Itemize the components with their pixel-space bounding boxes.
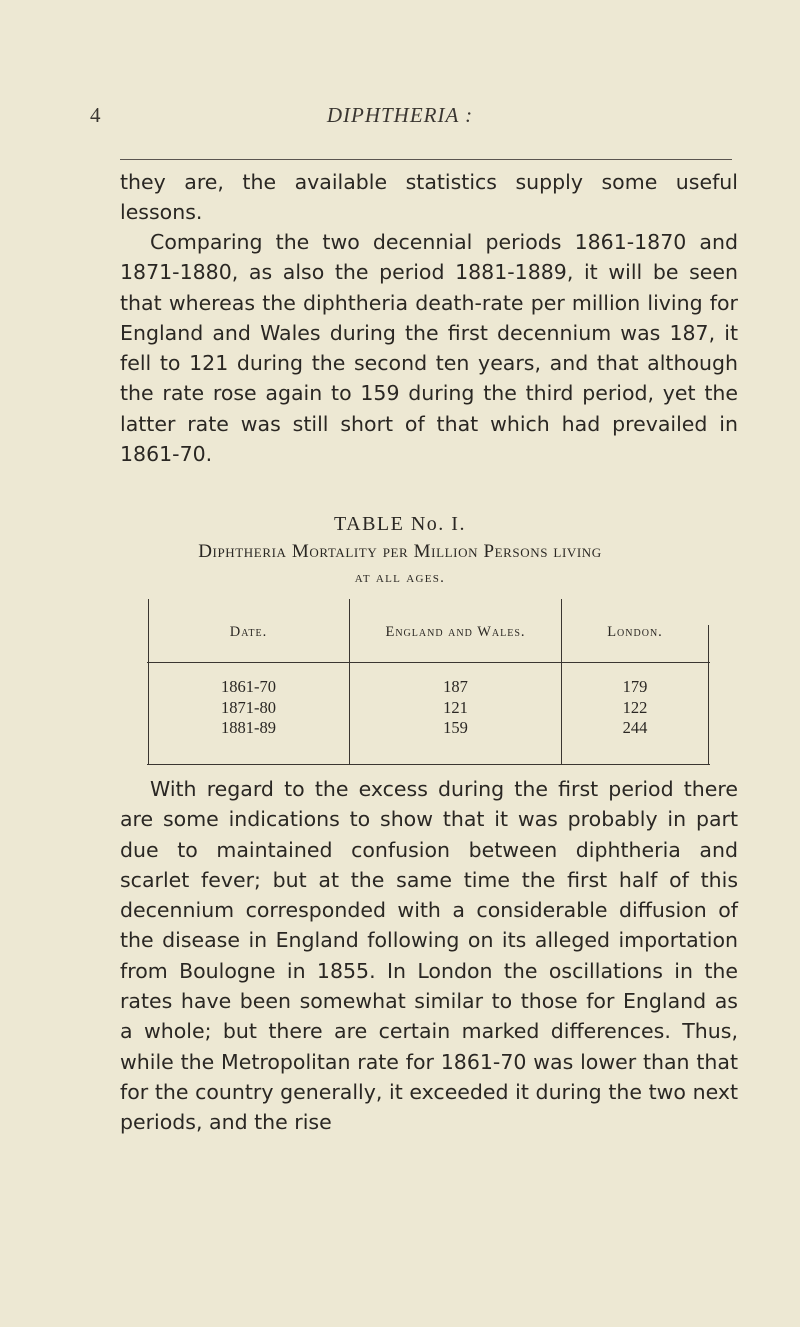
mortality-table	[147, 599, 710, 765]
table-cell: 159	[443, 718, 468, 737]
table-cell: 121	[443, 697, 468, 717]
table-cell: 244	[622, 718, 648, 737]
column-header-london: London.	[607, 624, 663, 640]
running-title: DIPHTHERIA :	[326, 103, 474, 127]
table-bottom-rule	[147, 764, 710, 765]
paragraph-continued	[120, 167, 738, 228]
header-rule	[120, 159, 732, 160]
table-cell: 1861-70	[221, 677, 276, 696]
table-caption: Diphtheria Mortality per Million Persons living	[198, 541, 602, 562]
london-column	[562, 677, 708, 739]
date-column	[148, 677, 349, 739]
paragraph-comparison	[120, 227, 738, 469]
table-cell: 187	[443, 677, 468, 696]
table-cell: 179	[622, 677, 648, 696]
paragraph-text: Comparing the two decennial periods 1861-1870 and 1871-1880, as also the period 1881-1889, it will be seen that whereas the diphtheria death-rate per million living for England and Wales during the first decennium was 187, it fell to 121 during the second ten years, and that although the rate rose again to 159 during the third period, yet the latter rate was still short of that which had prevailed in 1861-70.	[120, 230, 738, 467]
table-right-border	[708, 625, 709, 765]
page-number: 4	[90, 103, 101, 127]
paragraph-text: they are, the available statistics supply some useful lessons.	[120, 170, 738, 225]
paragraph-excess	[120, 774, 738, 1138]
table-header-rule	[147, 662, 710, 663]
table-cell: 1881-89	[221, 718, 276, 737]
column-header-england-and-wales: England and Wales.	[385, 624, 526, 640]
column-header-date: Date.	[229, 624, 268, 640]
table-title: TABLE No. I.	[334, 513, 466, 535]
table-caption-continued: at all ages.	[354, 570, 446, 586]
table-cell: 1871-80	[221, 697, 276, 717]
table-cell: 122	[622, 697, 648, 717]
england-and-wales-column	[350, 677, 561, 739]
paragraph-text: With regard to the excess during the first period there are some indications to show that it was probably in part due to maintained confusion between diphtheria and scarlet fever; but at the same time the first half of this decennium corresponded with a considerable diffusion of the disease in England following on its alleged importation from Boulogne in 1855. In London the oscillations in the rates have been somewhat similar to those for England as a whole; but there are certain marked differences. Thus, while the Metropolitan rate for 1861-70 was lower than that for the country generally, it exceeded it during the two next periods, and the rise	[120, 777, 738, 1135]
